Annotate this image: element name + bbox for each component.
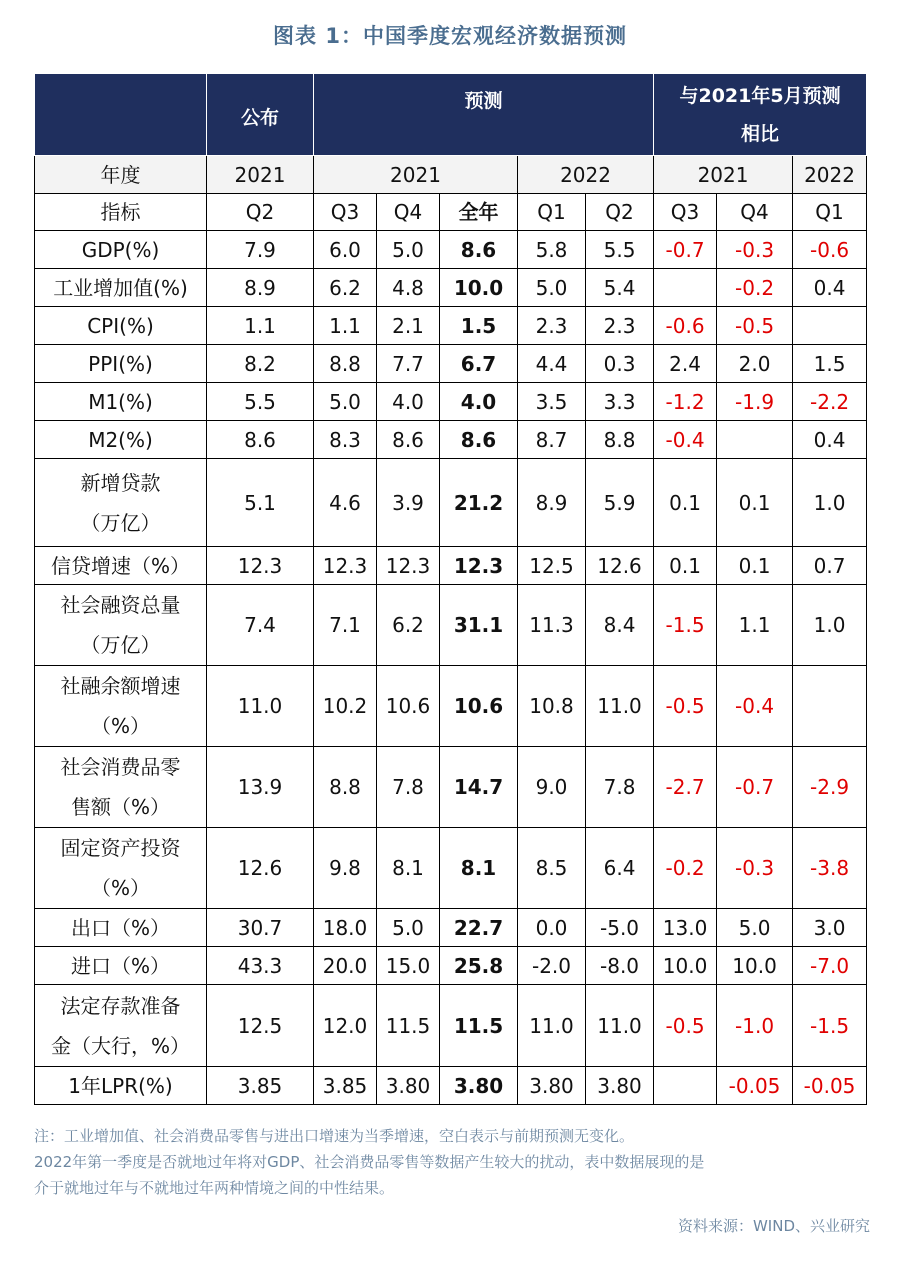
table-row [35,1067,867,1105]
table-row [35,585,867,666]
data-cell: -0.6 [654,307,717,345]
data-cell: 12.3 [440,547,518,585]
data-cell: -0.5 [654,985,717,1067]
data-cell: -2.9 [793,747,867,828]
data-cell: 8.6 [440,231,518,269]
data-cell: 7.9 [207,231,314,269]
data-cell: 7.1 [314,585,377,666]
data-cell: -5.0 [586,909,654,947]
data-cell: 4.8 [377,269,440,307]
year-forecast-2021: 2021 [314,156,518,194]
header-published: 公布 [207,74,314,156]
data-cell: 8.7 [518,421,586,459]
row-label-line: 信贷增速（%） [50,553,190,578]
footnote-line: 2022年第一季度是否就地过年将对GDP、社会消费品零售等数据产生较大的扰动，表中数据展现的是 [34,1153,705,1171]
table-row [35,947,867,985]
data-cell: 0.7 [793,547,867,585]
data-cell: 30.7 [207,909,314,947]
data-cell: 21.2 [440,459,518,547]
data-cell: 4.0 [377,383,440,421]
data-cell: -0.7 [654,231,717,269]
data-cell: 0.1 [717,547,793,585]
data-cell: 7.8 [586,747,654,828]
data-cell: -0.05 [793,1067,867,1105]
data-cell: -1.9 [717,383,793,421]
data-cell: 1.5 [440,307,518,345]
data-cell: 31.1 [440,585,518,666]
data-cell: 11.0 [586,666,654,747]
row-label [35,345,207,383]
data-cell: 3.80 [518,1067,586,1105]
data-cell: 5.0 [377,909,440,947]
row-label-line: （%） [90,714,150,738]
data-cell: 0.1 [717,459,793,547]
quarter-cell: Q3 [314,194,377,231]
data-cell: -0.2 [654,828,717,909]
data-cell: 8.6 [440,421,518,459]
data-cell: -8.0 [586,947,654,985]
data-cell: 0.1 [654,459,717,547]
row-label [35,231,207,269]
data-cell: 10.0 [440,269,518,307]
data-cell: -0.3 [717,231,793,269]
row-label [35,909,207,947]
row-label-line: M1(%) [88,389,153,414]
data-cell: 4.6 [314,459,377,547]
data-cell: 8.9 [207,269,314,307]
data-cell: -0.05 [717,1067,793,1105]
header-compare-line1: 与2021年5月预测 [679,84,841,107]
data-cell: 25.8 [440,947,518,985]
data-cell: 6.2 [377,585,440,666]
year-published: 2021 [207,156,314,194]
data-cell: -0.5 [654,666,717,747]
quarter-row [35,194,867,231]
row-label [35,985,207,1067]
row-label-line: （万亿） [80,633,161,657]
row-label [35,747,207,828]
data-cell: 2.4 [654,345,717,383]
data-cell: 8.6 [207,421,314,459]
data-cell: 5.0 [377,231,440,269]
data-cell: -0.6 [793,231,867,269]
data-cell: 10.6 [377,666,440,747]
table-row [35,547,867,585]
data-cell: 2.3 [518,307,586,345]
row-label-line: 工业增加值(%) [53,275,188,300]
data-cell: 0.0 [518,909,586,947]
data-cell [654,269,717,307]
forecast-table [34,73,867,1105]
data-cell: 5.1 [207,459,314,547]
data-cell: 5.8 [518,231,586,269]
table-header-row [35,74,867,156]
row-label [35,666,207,747]
data-cell: 1.1 [314,307,377,345]
data-cell: 12.5 [207,985,314,1067]
table-row [35,383,867,421]
data-cell [717,421,793,459]
row-label [35,383,207,421]
data-cell: 9.8 [314,828,377,909]
table-row [35,269,867,307]
data-cell: 22.7 [440,909,518,947]
row-label-line: 1年LPR(%) [68,1073,173,1098]
data-cell: 2.0 [717,345,793,383]
row-label-line: 出口（%） [70,915,170,940]
data-cell: 3.85 [314,1067,377,1105]
data-cell: 3.80 [377,1067,440,1105]
row-label-line: 社会消费品零 [60,755,181,779]
row-label [35,307,207,345]
data-cell: 3.9 [377,459,440,547]
row-label-line: CPI(%) [87,313,154,338]
chart-title: 图表 1：中国季度宏观经济数据预测 [273,24,627,48]
data-cell: 8.2 [207,345,314,383]
quarter-cell: 全年 [440,194,518,231]
quarter-cell: Q1 [793,194,867,231]
data-cell: 8.6 [377,421,440,459]
data-cell: 13.9 [207,747,314,828]
data-cell: 7.8 [377,747,440,828]
quarter-cell: Q1 [518,194,586,231]
data-cell: 5.9 [586,459,654,547]
data-cell: 8.8 [586,421,654,459]
data-cell: 15.0 [377,947,440,985]
data-cell: 12.3 [207,547,314,585]
row-label-line: 新增贷款 [80,470,161,495]
row-label-line: 法定存款准备 [60,993,181,1018]
data-cell: 8.9 [518,459,586,547]
table-row [35,231,867,269]
row-label [35,421,207,459]
data-cell: -0.7 [717,747,793,828]
data-cell: 3.3 [586,383,654,421]
data-cell: 4.0 [440,383,518,421]
data-cell: -1.0 [717,985,793,1067]
data-cell: 1.1 [717,585,793,666]
data-cell: -0.5 [717,307,793,345]
data-cell [793,666,867,747]
row-label [35,459,207,547]
data-cell: 8.3 [314,421,377,459]
header-compare-line2: 相比 [741,122,780,145]
data-cell: 1.5 [793,345,867,383]
data-cell: 11.0 [518,985,586,1067]
data-cell: 6.7 [440,345,518,383]
quarter-cell: Q4 [377,194,440,231]
data-cell: 5.0 [314,383,377,421]
data-cell: 5.0 [717,909,793,947]
data-cell: 5.5 [586,231,654,269]
data-cell: 5.0 [518,269,586,307]
data-cell: 2.1 [377,307,440,345]
footnote [34,1123,874,1201]
data-cell: -7.0 [793,947,867,985]
data-cell: 10.8 [518,666,586,747]
data-cell: -2.0 [518,947,586,985]
data-cell: -0.4 [717,666,793,747]
year-row-label: 年度 [35,156,207,194]
data-cell: -1.5 [793,985,867,1067]
year-row [35,156,867,194]
row-label-line: 售额（%） [70,795,170,819]
data-cell: 12.6 [586,547,654,585]
data-cell: 3.0 [793,909,867,947]
data-cell: 6.2 [314,269,377,307]
quarter-cell: Q2 [207,194,314,231]
table-row [35,345,867,383]
data-cell: 3.85 [207,1067,314,1105]
data-cell: 5.4 [586,269,654,307]
row-label [35,1067,207,1105]
data-cell: -0.2 [717,269,793,307]
data-cell: 10.6 [440,666,518,747]
table-row [35,421,867,459]
table-row [35,985,867,1067]
data-cell: -2.2 [793,383,867,421]
year-compare-2021: 2021 [654,156,793,194]
year-compare-2022: 2022 [793,156,867,194]
data-cell: 12.3 [377,547,440,585]
data-cell: 12.6 [207,828,314,909]
data-cell: 3.5 [518,383,586,421]
data-cell: 13.0 [654,909,717,947]
quarter-row-label: 指标 [35,194,207,231]
data-cell: 6.4 [586,828,654,909]
data-cell: 9.0 [518,747,586,828]
data-cell: 3.80 [586,1067,654,1105]
data-cell: 43.3 [207,947,314,985]
table-row [35,747,867,828]
data-cell: 0.4 [793,421,867,459]
data-cell: 12.0 [314,985,377,1067]
data-cell: 14.7 [440,747,518,828]
data-cell: 11.0 [586,985,654,1067]
data-cell: 10.0 [717,947,793,985]
row-label [35,547,207,585]
data-cell: 11.3 [518,585,586,666]
quarter-cell: Q4 [717,194,793,231]
data-cell: 11.5 [377,985,440,1067]
table-row [35,459,867,547]
data-cell: -0.4 [654,421,717,459]
row-label [35,828,207,909]
data-cell: -3.8 [793,828,867,909]
row-label-line: 社会融资总量 [60,593,181,617]
data-cell: 5.5 [207,383,314,421]
table-row [35,909,867,947]
data-cell: 18.0 [314,909,377,947]
data-cell [654,1067,717,1105]
row-label-line: M2(%) [88,427,153,452]
table-row [35,307,867,345]
data-cell: 3.80 [440,1067,518,1105]
row-label-line: PPI(%) [88,351,153,376]
data-cell: 12.3 [314,547,377,585]
data-cell [793,307,867,345]
data-cell: 0.3 [586,345,654,383]
row-label [35,947,207,985]
data-cell: 1.0 [793,585,867,666]
source-note: 资料来源：WIND、兴业研究 [677,1217,870,1235]
row-label-line: （%） [90,876,150,900]
data-cell: 11.5 [440,985,518,1067]
data-cell: 10.0 [654,947,717,985]
quarter-cell: Q2 [586,194,654,231]
data-cell: 7.4 [207,585,314,666]
row-label-line: 进口（%） [70,953,170,978]
data-cell: 6.0 [314,231,377,269]
data-cell: 1.0 [793,459,867,547]
data-cell: 11.0 [207,666,314,747]
data-cell: 0.4 [793,269,867,307]
footnote-line: 介于就地过年与不就地过年两种情境之间的中性结果。 [34,1179,395,1197]
header-compare [654,74,867,156]
data-cell: 8.1 [440,828,518,909]
row-label [35,269,207,307]
data-cell: -1.5 [654,585,717,666]
data-cell: 8.4 [586,585,654,666]
row-label [35,585,207,666]
quarter-cell: Q3 [654,194,717,231]
data-cell: -1.2 [654,383,717,421]
data-cell: 12.5 [518,547,586,585]
data-cell: 8.8 [314,747,377,828]
data-cell: 2.3 [586,307,654,345]
data-cell: 7.7 [377,345,440,383]
data-cell: 20.0 [314,947,377,985]
row-label-line: GDP(%) [81,237,160,262]
data-cell: 1.1 [207,307,314,345]
footnote-line: 注：工业增加值、社会消费品零售与进出口增速为当季增速，空白表示与前期预测无变化。 [34,1127,635,1145]
table-row [35,828,867,909]
header-corner-cell [35,74,207,156]
data-cell: 4.4 [518,345,586,383]
header-forecast: 预测 [314,74,654,156]
data-cell: 10.2 [314,666,377,747]
data-cell: 8.5 [518,828,586,909]
row-label-line: 固定资产投资 [60,836,181,860]
row-label-line: 金（大行，%） [50,1033,190,1058]
row-label-line: （万亿） [80,510,161,535]
data-cell: -0.3 [717,828,793,909]
data-cell: 0.1 [654,547,717,585]
data-cell: 8.1 [377,828,440,909]
row-label-line: 社融余额增速 [60,674,181,698]
data-cell: -2.7 [654,747,717,828]
table-row [35,666,867,747]
data-cell: 8.8 [314,345,377,383]
year-forecast-2022: 2022 [518,156,654,194]
